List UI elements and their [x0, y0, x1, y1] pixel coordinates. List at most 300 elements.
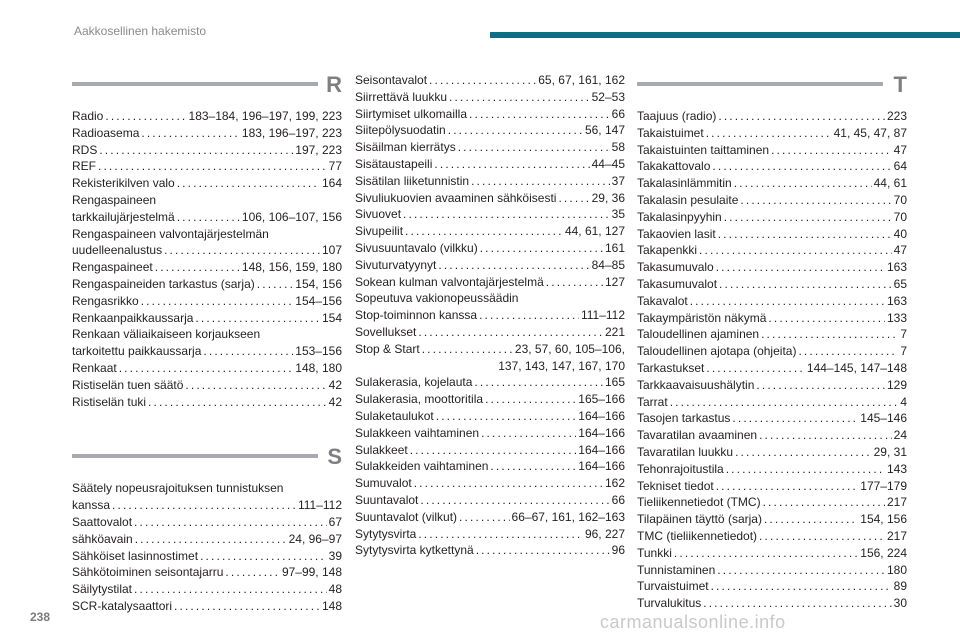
index-entry-pages: 129 [886, 377, 907, 392]
index-entry [355, 391, 625, 408]
index-entry [355, 173, 625, 190]
index-entry-pages: 97–99, 148 [281, 565, 342, 580]
dot-leader [490, 458, 576, 475]
dot-leader [764, 511, 858, 528]
dot-leader [418, 324, 603, 341]
index-entry [72, 360, 342, 377]
dot-leader [418, 526, 583, 543]
index-entry-pages: 7 [900, 344, 907, 359]
index-entry [355, 139, 625, 156]
index-entry [637, 394, 907, 411]
dot-leader [724, 209, 892, 226]
index-entry-pages: 64 [893, 159, 907, 174]
dot-leader [420, 492, 609, 509]
index-entry-pages: 96, 227 [584, 526, 625, 541]
index-entry [72, 480, 342, 514]
index-entry-term: Saattovalot [72, 514, 133, 529]
header-accent-bar [490, 32, 960, 38]
index-list-s-continued [355, 72, 625, 559]
index-entry-term: Tunnistaminen [637, 562, 716, 577]
index-entry-term: Taloudellinen ajaminen [637, 327, 760, 342]
section-heading-s [72, 444, 342, 472]
index-entry [355, 374, 625, 391]
index-entry-pages: 84–85 [591, 257, 625, 272]
index-entry-term: Taloudellinen ajotapa (ohjeita) [637, 344, 797, 359]
index-entry-pages: 67 [328, 514, 342, 529]
index-entry-pages: 217 [886, 528, 907, 543]
dot-leader [459, 509, 510, 526]
index-entry-term: tarkkailujärjestelmä [72, 209, 175, 224]
index-entry-pages: 24 [893, 428, 907, 443]
index-entry-pages: 148 [321, 598, 342, 613]
index-entry-pages: 161 [604, 240, 625, 255]
section-letter: T [893, 72, 907, 97]
index-entry-pages: 111–112 [297, 498, 342, 513]
dot-leader [716, 478, 859, 495]
dot-leader [768, 310, 885, 327]
index-entry-pages: 148, 180 [295, 360, 342, 375]
index-entry-pages: 106, 106–107, 156 [241, 209, 342, 224]
index-entry-term: Sytytysvirta kytkettynä [355, 543, 474, 558]
dot-leader [410, 442, 577, 459]
index-entry [637, 494, 907, 511]
dot-leader [119, 360, 294, 377]
index-entry-term-line: Säätely nopeusrajoituksen tunnistuksen [72, 481, 284, 496]
index-entry-term: Sulakerasia, moottoritila [355, 392, 484, 407]
index-entry [637, 562, 907, 579]
running-header-title: Aakkosellinen hakemisto [74, 24, 207, 38]
index-entry [637, 461, 907, 478]
dot-leader [458, 139, 610, 156]
dot-leader [403, 206, 610, 223]
dot-leader [203, 343, 293, 360]
index-entry-pages: 154, 156 [860, 512, 907, 527]
index-entry-term: Takalasin pesulaite [637, 192, 739, 207]
index-entry-term: Rengasrikko [72, 293, 139, 308]
index-entry-pages: 96 [611, 543, 625, 558]
index-entry-term: Sytytysvirta [355, 526, 417, 541]
dot-leader [422, 341, 513, 358]
index-entry-pages: 66–67, 161, 162–163 [511, 509, 625, 524]
dot-leader [448, 122, 583, 139]
index-entry-pages: 42 [328, 377, 342, 392]
index-entry [72, 108, 342, 125]
index-entry-pages: 111–112 [580, 308, 625, 323]
index-entry [72, 598, 342, 615]
index-entry-pages: 48 [328, 582, 342, 597]
index-entry-pages: 23, 57, 60, 105–106, [514, 341, 625, 356]
dot-leader [225, 564, 280, 581]
index-entry [637, 410, 907, 427]
index-entry-pages: 70 [893, 192, 907, 207]
index-entry-term: Taajuus (radio) [637, 109, 717, 123]
index-entry [355, 442, 625, 459]
index-entry [637, 326, 907, 343]
index-entry-term: Sulaketaulukot [355, 408, 434, 423]
dot-leader [485, 391, 576, 408]
index-entry [355, 509, 625, 526]
index-entry-term: Siirrettävä luukku [355, 89, 448, 104]
index-entry-term-line: Rengaspaineen valvontajärjestelmän [72, 226, 269, 241]
index-entry [72, 175, 342, 192]
dot-leader [717, 562, 885, 579]
index-entry-pages: 24, 96–97 [288, 531, 342, 546]
index-entry [355, 475, 625, 492]
index-entry [72, 514, 342, 531]
dot-leader [759, 427, 892, 444]
index-entry [637, 595, 907, 612]
index-entry-term: Sisätilan liiketunnistin [355, 173, 470, 188]
index-entry-pages: 7 [900, 327, 907, 342]
index-entry-term: Sovellukset [355, 324, 417, 339]
index-entry [355, 542, 625, 559]
index-entry-term: Rengaspaineet [72, 260, 153, 275]
index-entry-term: uudelleenalustus [72, 243, 163, 258]
index-entry-term: Sähkötoiminen seisontajarru [72, 565, 224, 580]
index-entry-term: Takavalot [637, 293, 688, 308]
section-heading-r [72, 72, 342, 100]
index-entry [355, 89, 625, 106]
dot-leader [471, 173, 610, 190]
dot-leader [476, 542, 610, 559]
index-entry-pages: 42 [328, 394, 342, 409]
index-entry-term: Takasumuvalo [637, 260, 714, 275]
index-entry [637, 209, 907, 226]
index-entry-term: Ristiselän tuen säätö [72, 377, 184, 392]
index-entry-pages: 145–146 [860, 411, 907, 426]
index-entry [637, 175, 907, 192]
dot-leader [105, 108, 186, 125]
index-entry-pages: 165–166 [578, 392, 625, 407]
index-entry-term: Tasojen tarkastus [637, 411, 731, 426]
dot-leader [756, 377, 885, 394]
index-entry-term: Sivuliukuovien avaaminen sähköisesti [355, 190, 557, 205]
index-entry-pages: 66 [611, 492, 625, 507]
dot-leader [195, 310, 320, 327]
index-entry-term: Radioasema [72, 125, 140, 140]
index-entry [637, 545, 907, 562]
index-entry-term: Suuntavalot [355, 492, 419, 507]
index-entry-pages: 153–156 [295, 344, 342, 359]
index-entry-pages: 77 [328, 159, 342, 174]
index-entry-term: kanssa [72, 498, 111, 513]
dot-leader [699, 242, 892, 259]
dot-leader [148, 394, 327, 411]
index-entry [355, 257, 625, 274]
dot-leader [134, 581, 327, 598]
index-entry-pages: 183, 196–197, 223 [241, 125, 342, 140]
index-entry-term: Tavaratilan avaaminen [637, 428, 758, 443]
index-entry [637, 226, 907, 243]
dot-leader [438, 257, 589, 274]
index-entry [637, 478, 907, 495]
index-entry [637, 528, 907, 545]
dot-leader [719, 276, 892, 293]
index-entry-pages: 29, 36 [591, 190, 625, 205]
index-entry-term: Takaympäristön näkymä [637, 310, 767, 325]
index-entry-pages: 183–184, 196–197, 199, 223 [188, 109, 342, 123]
index-list-t [637, 108, 907, 612]
dot-leader [706, 360, 805, 377]
dot-leader [429, 72, 536, 89]
index-entry [355, 290, 625, 324]
index-entry-pages: 221 [604, 324, 625, 339]
dot-leader [740, 192, 891, 209]
index-entry-pages: 148, 156, 159, 180 [241, 260, 342, 275]
index-entry [72, 259, 342, 276]
index-entry-pages: 89 [893, 579, 907, 594]
dot-leader [112, 497, 296, 514]
section-rule [72, 82, 318, 86]
index-entry-pages: 154, 156 [295, 276, 342, 291]
dot-leader [185, 377, 326, 394]
dot-leader [200, 548, 327, 565]
index-entry-pages: 217 [886, 495, 907, 510]
dot-leader [712, 158, 891, 175]
section-rule [637, 82, 883, 86]
index-entry-term: Sivuturvatyynyt [355, 257, 437, 272]
index-entry-pages: 47 [893, 243, 907, 258]
index-entry-pages: 154–156 [295, 293, 342, 308]
index-entry-term: Takalasinpyyhin [637, 209, 722, 224]
dot-leader [449, 89, 590, 106]
index-entry-pages: 44–45 [591, 156, 625, 171]
dot-leader [771, 142, 892, 159]
index-entry-term: Sähköiset lasinnostimet [72, 548, 199, 563]
index-entry [355, 223, 625, 240]
index-entry-term: Sivuovet [355, 207, 402, 222]
dot-leader [726, 461, 885, 478]
dot-leader [732, 410, 858, 427]
index-entry-term: Tarkkaavaisuushälytin [637, 377, 755, 392]
index-entry-pages: 56, 147 [584, 123, 625, 138]
index-entry-term: Stop-toiminnon kanssa [355, 308, 478, 323]
dot-leader [703, 595, 891, 612]
index-entry [355, 72, 625, 89]
index-entry-pages: 44, 61 [873, 176, 907, 191]
index-entry [637, 142, 907, 159]
index-column-1 [72, 72, 342, 615]
index-entry-term: REF [72, 159, 96, 174]
index-entry [355, 156, 625, 173]
index-entry-term: Tunkki [637, 545, 672, 560]
index-entry [637, 293, 907, 310]
dot-leader [414, 475, 603, 492]
index-entry-term: Tehonrajoitustila [637, 461, 724, 476]
index-entry-term: Sisäilman kierrätys [355, 140, 456, 155]
index-entry [72, 394, 342, 411]
dot-leader [798, 343, 898, 360]
index-entry-pages: 39 [328, 548, 342, 563]
index-column-2 [355, 72, 625, 559]
index-entry [637, 158, 907, 175]
index-entry-term: SCR-katalysaattori [72, 598, 173, 613]
index-entry-pages: 127 [604, 274, 625, 289]
index-entry [637, 259, 907, 276]
index-entry [72, 158, 342, 175]
index-entry [637, 511, 907, 528]
dot-leader [690, 293, 885, 310]
index-entry-pages: 4 [900, 394, 907, 409]
dot-leader [674, 545, 858, 562]
index-entry-pages: 164–166 [578, 408, 625, 423]
index-entry-term: Sivupeilit [355, 224, 404, 239]
index-entry [355, 106, 625, 123]
index-entry-term: Takasumuvalot [637, 276, 718, 291]
index-entry-term: Suuntavalot (vilkut) [355, 509, 458, 524]
index-entry-pages: 143 [886, 461, 907, 476]
index-entry-pages: 164 [321, 176, 342, 191]
dot-leader [405, 223, 563, 240]
dot-leader [716, 259, 885, 276]
index-entry-pages: 162 [604, 476, 625, 491]
index-entry-term: Rengaspaineiden tarkastus (sarja) [72, 276, 255, 291]
index-entry-pages: 144–145, 147–148 [806, 360, 907, 375]
section-heading-t [637, 72, 907, 100]
index-entry [637, 192, 907, 209]
dot-leader [761, 326, 898, 343]
index-entry [72, 293, 342, 310]
dot-leader [141, 293, 294, 310]
index-entry-pages: 163 [886, 260, 907, 275]
index-entry [637, 360, 907, 377]
index-entry-term: Tieliikennetiedot (TMC) [637, 495, 761, 510]
dot-leader [670, 394, 899, 411]
index-entry-pages: 165 [604, 375, 625, 390]
dot-leader [177, 209, 240, 226]
dot-leader [134, 514, 327, 531]
index-entry-term: Säilytystilat [72, 582, 133, 597]
dot-leader [135, 531, 287, 548]
index-entry [637, 125, 907, 142]
dot-leader [434, 156, 589, 173]
index-entry-term: Takakattovalo [637, 159, 711, 174]
dot-leader [474, 374, 603, 391]
dot-leader [479, 307, 579, 324]
dot-leader [711, 578, 892, 595]
dot-leader [469, 106, 610, 123]
index-entry-term: Sulakkeiden vaihtaminen [355, 459, 489, 474]
index-entry [72, 142, 342, 159]
index-entry-term: Seisontavalot [355, 73, 428, 87]
index-entry-pages: 164–166 [578, 425, 625, 440]
index-entry-term: Tavaratilan luukku [637, 444, 734, 459]
dot-leader [257, 276, 294, 293]
index-entry-term: Takalasinlämmitin [637, 176, 732, 191]
index-entry-term: Stop & Start [355, 341, 420, 356]
index-entry-pages: 29, 31 [873, 444, 907, 459]
index-entry-term: Tarrat [637, 394, 668, 409]
index-entry-term-line: Renkaan väliaikaiseen korjaukseen [72, 327, 261, 342]
index-entry-pages: 70 [893, 209, 907, 224]
index-entry-term: Sisätaustapeili [355, 156, 433, 171]
index-entry [355, 408, 625, 425]
index-entry [355, 341, 625, 375]
index-entry [637, 578, 907, 595]
index-entry-pages: 65, 67, 161, 162 [538, 73, 625, 87]
dot-leader [155, 259, 240, 276]
index-entry-term: tarkoitettu paikkaussarja [72, 344, 202, 359]
index-entry-pages: 180 [886, 562, 907, 577]
index-entry-term: Turvaistuimet [637, 579, 709, 594]
dot-leader [546, 274, 603, 291]
index-entry [72, 326, 342, 360]
page-number: 238 [30, 610, 51, 624]
index-entry-pages: 164–166 [578, 442, 625, 457]
index-entry-term: Turvalukitus [637, 596, 702, 611]
index-entry [637, 242, 907, 259]
index-entry-term: RDS [72, 142, 98, 157]
index-entry-pages: 47 [893, 142, 907, 157]
dot-leader [141, 125, 240, 142]
index-entry-pages: 37 [611, 173, 625, 188]
index-entry [355, 492, 625, 509]
index-entry-term: Sokean kulman valvontajärjestelmä [355, 274, 544, 289]
dot-leader [706, 125, 832, 142]
index-entry-pages-continued: 137, 143, 147, 167, 170 [498, 358, 625, 373]
index-entry [355, 206, 625, 223]
index-entry [72, 531, 342, 548]
section-letter: S [327, 444, 342, 470]
index-entry-pages: 164–166 [578, 459, 625, 474]
index-entry-term: Tarkastukset [637, 360, 705, 375]
index-entry-pages: 156, 224 [860, 545, 907, 560]
index-entry [72, 310, 342, 327]
watermark: carmanualsonline.info [600, 612, 786, 632]
index-entry-pages: 223 [886, 109, 907, 123]
index-entry [355, 190, 625, 207]
index-entry-term: Tilapäinen täyttö (sarja) [637, 512, 762, 527]
index-entry [637, 108, 907, 125]
index-entry [72, 548, 342, 565]
index-entry [355, 274, 625, 291]
index-list-r [72, 108, 342, 410]
index-entry-term-line: Sopeutuva vakionopeussäädin [355, 291, 519, 306]
dot-leader [481, 425, 576, 442]
dot-leader [98, 158, 327, 175]
index-entry [637, 310, 907, 327]
index-entry [637, 427, 907, 444]
index-entry-pages: 163 [886, 293, 907, 308]
index-entry-term: Sulakkeen vaihtaminen [355, 425, 480, 440]
index-entry-pages: 107 [321, 243, 342, 258]
index-entry-term: Sulakkeet [355, 442, 408, 457]
index-entry-term-line: Rengaspaineen [72, 192, 157, 207]
section-rule [72, 454, 318, 458]
index-entry-term: Sivusuuntavalo (vilkku) [355, 240, 478, 255]
index-entry [72, 226, 342, 260]
index-entry-pages: 58 [611, 140, 625, 155]
index-entry-term: Renkaat [72, 360, 117, 375]
dot-leader [763, 494, 885, 511]
index-entry-term: Takaovien lasit [637, 226, 716, 241]
index-entry [637, 343, 907, 360]
dot-leader [718, 226, 892, 243]
index-entry [637, 276, 907, 293]
index-entry [355, 122, 625, 139]
index-entry [72, 377, 342, 394]
index-entry [355, 526, 625, 543]
dot-leader [174, 598, 320, 615]
index-entry [355, 240, 625, 257]
index-entry-pages: 41, 45, 47, 87 [833, 125, 907, 140]
index-entry [72, 192, 342, 226]
index-entry-term: Tekniset tiedot [637, 478, 714, 493]
index-entry-pages: 30 [893, 596, 907, 611]
section-letter: R [326, 72, 342, 97]
index-entry [72, 125, 342, 142]
index-entry-term: Radio [72, 109, 104, 123]
